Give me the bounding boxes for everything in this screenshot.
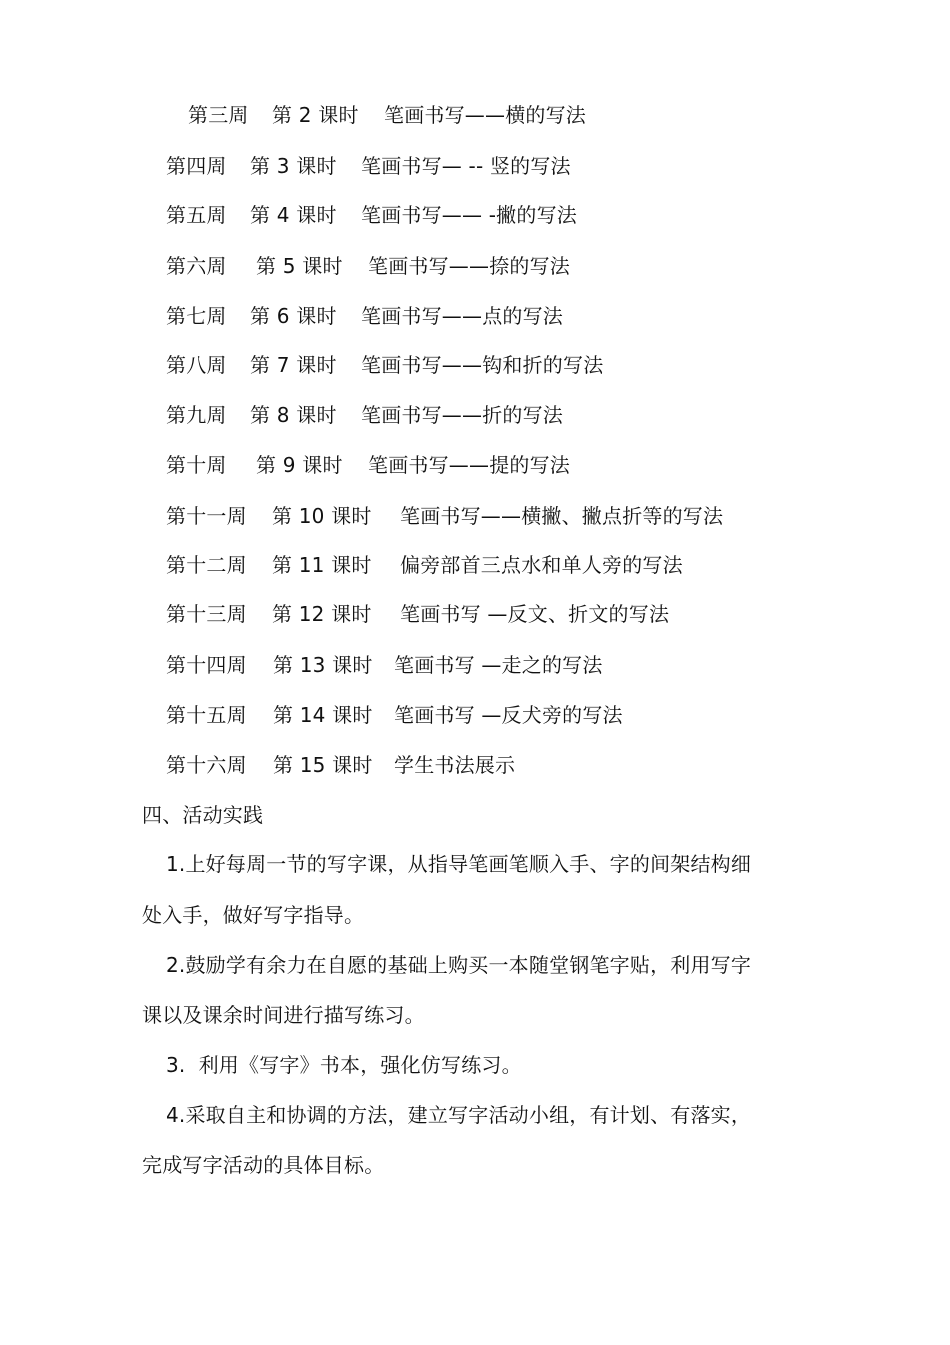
week-label: 第十三周 [166, 602, 247, 626]
week-label: 第十六周 [166, 753, 247, 777]
schedule-row [0, 304, 950, 328]
week-label: 第十周 [166, 453, 227, 477]
schedule-row [0, 203, 950, 227]
paragraph-line: 处入手，做好写字指导。 [142, 903, 365, 927]
lesson-label: 第 14 课时 [273, 703, 373, 727]
week-label: 第三周 [188, 103, 249, 127]
topic-label: 笔画书写——钩和折的写法 [361, 353, 604, 377]
topic-label: 笔画书写——捺的写法 [368, 254, 570, 278]
week-label: 第五周 [166, 203, 227, 227]
week-label: 第八周 [166, 353, 227, 377]
week-label: 第四周 [166, 154, 227, 178]
lesson-label: 第 9 课时 [256, 453, 343, 477]
schedule-row [0, 703, 950, 727]
schedule-row [0, 403, 950, 427]
section-heading: 四、活动实践 [142, 803, 264, 827]
topic-label: 笔画书写— -- 竖的写法 [361, 154, 571, 178]
lesson-label: 第 2 课时 [272, 103, 359, 127]
paragraph-line: 4.采取自主和协调的方法，建立写字活动小组，有计划、有落实， [166, 1103, 752, 1127]
topic-label: 笔画书写 —反文、折文的写法 [400, 602, 670, 626]
week-label: 第十四周 [166, 653, 247, 677]
topic-label: 笔画书写——提的写法 [368, 453, 570, 477]
week-label: 第十一周 [166, 504, 247, 528]
lesson-label: 第 5 课时 [256, 254, 343, 278]
topic-label: 学生书法展示 [394, 753, 516, 777]
topic-label: 笔画书写 —反犬旁的写法 [394, 703, 623, 727]
lesson-label: 第 4 课时 [250, 203, 337, 227]
lesson-label: 第 6 课时 [250, 304, 337, 328]
topic-label: 笔画书写——横撇、撇点折等的写法 [400, 504, 724, 528]
topic-label: 笔画书写 —走之的写法 [394, 653, 603, 677]
lesson-label: 第 10 课时 [272, 504, 372, 528]
week-label: 第十二周 [166, 553, 247, 577]
schedule-row [0, 602, 950, 626]
lesson-label: 第 7 课时 [250, 353, 337, 377]
paragraph-line: 课以及课余时间进行描写练习。 [142, 1003, 425, 1027]
schedule-row [0, 254, 950, 278]
paragraph-line: 1.上好每周一节的写字课，从指导笔画笔顺入手、字的间架结构细 [166, 852, 752, 876]
topic-label: 笔画书写——点的写法 [361, 304, 563, 328]
topic-label: 笔画书写—— -撇的写法 [361, 203, 577, 227]
lesson-label: 第 12 课时 [272, 602, 372, 626]
schedule-row [0, 154, 950, 178]
schedule-row [0, 453, 950, 477]
week-label: 第九周 [166, 403, 227, 427]
paragraph-line: 2.鼓励学有余力在自愿的基础上购买一本随堂钢笔字贴，利用写字 [166, 953, 752, 977]
topic-label: 笔画书写——折的写法 [361, 403, 563, 427]
lesson-label: 第 13 课时 [273, 653, 373, 677]
topic-label: 偏旁部首三点水和单人旁的写法 [400, 553, 683, 577]
schedule-row [0, 553, 950, 577]
lesson-label: 第 15 课时 [273, 753, 373, 777]
schedule-row [0, 504, 950, 528]
schedule-row [0, 653, 950, 677]
topic-label: 笔画书写——横的写法 [384, 103, 586, 127]
paragraph-line: 完成写字活动的具体目标。 [142, 1153, 385, 1177]
schedule-row [0, 103, 950, 127]
lesson-label: 第 11 课时 [272, 553, 372, 577]
paragraph-line: 3. 利用《写字》书本，强化仿写练习。 [166, 1053, 522, 1077]
schedule-row [0, 753, 950, 777]
week-label: 第六周 [166, 254, 227, 278]
week-label: 第七周 [166, 304, 227, 328]
week-label: 第十五周 [166, 703, 247, 727]
lesson-label: 第 8 课时 [250, 403, 337, 427]
schedule-row [0, 353, 950, 377]
lesson-label: 第 3 课时 [250, 154, 337, 178]
